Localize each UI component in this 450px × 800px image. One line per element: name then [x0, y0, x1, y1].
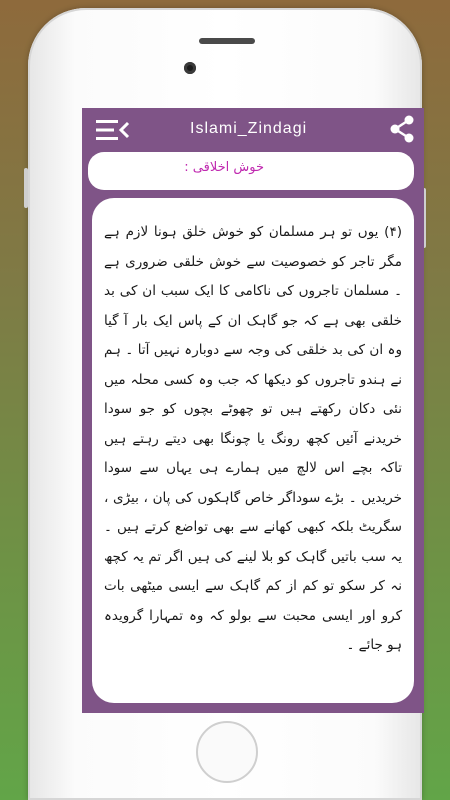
home-button[interactable] [196, 721, 258, 783]
app-bar [82, 108, 424, 152]
content-paragraph: (۴) یوں تو ہر مسلمان کو خوش خلق ہونا لازم ہے مگر تاجر کو خصوصیت سے خوش خلقی ضروری ہے ۔ مسلمان تاجروں کی ناکامی کا ایک سبب ان کی بد خلقی بھی ہے کہ جو گاہک ان کے پاس ایک بار آ گیا وہ ان کی بد خلقی کی وجہ سے دوبارہ نہیں آتا ۔ ہم نے ہندو تاجروں کو دیکھا کہ جب وہ کسی محلہ میں نئی دکان رکھتے ہیں تو چھوٹے بچوں کو جو سودا خریدنے آئیں کچھ رونگ یا چونگا بھی دیتے رہتے ہیں تاکہ بچے اس لالچ میں ہمارے ہی یہاں سے سودا خریدیں ۔ بڑے سوداگر خاص گاہکوں کی پان ، بیڑی ، سگریٹ بلکہ کبھی کھانے سے بھی تواضع کرتے ہیں ۔ یہ سب باتیں گاہک کو بلا لینے کی ہیں اگر تم یہ کچھ نہ کر سکو تو کم از کم گاہک سے ایسی میٹھی بات کرو اور ایسی محبت سے بولو کہ وہ تمہارا گرویدہ ہو جائے ۔ [104, 224, 402, 653]
menu-back-icon[interactable] [96, 119, 130, 141]
earpiece-speaker [199, 38, 255, 44]
heading-card [88, 152, 414, 190]
section-heading: خوش اخلاقی : [184, 160, 264, 175]
phone-frame [28, 8, 422, 800]
volume-button [24, 168, 28, 208]
share-icon[interactable] [387, 114, 417, 144]
front-camera [184, 62, 196, 74]
app-title: Islami_Zindagi [190, 120, 308, 137]
app-screen [82, 108, 424, 713]
content-card[interactable] [92, 198, 414, 703]
